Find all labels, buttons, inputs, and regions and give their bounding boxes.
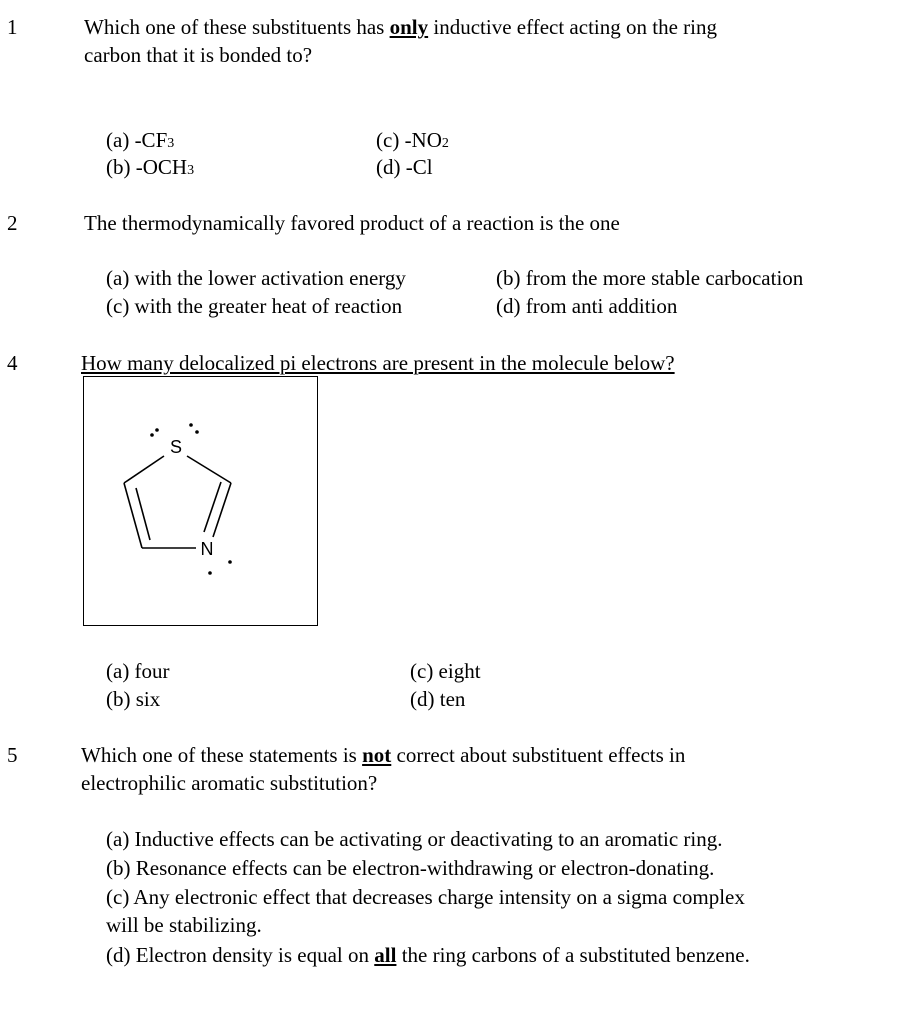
q2-option-b[interactable]: (b) from the more stable carbocation <box>496 266 804 290</box>
bond-c5-c4 <box>124 483 142 548</box>
question-number-5: 5 <box>7 743 18 767</box>
question-number-1: 1 <box>7 15 18 39</box>
question-5-text-line2: electrophilic aromatic substitution? <box>81 771 378 795</box>
q1-option-d[interactable]: (d) -Cl <box>376 155 433 179</box>
thiazole-structure <box>84 377 319 627</box>
lone-pair-dot <box>208 571 212 575</box>
bond-s-c5 <box>124 456 164 483</box>
q5-option-a[interactable]: (a) Inductive effects can be activating or deactivating to an aromatic ring. <box>106 827 723 851</box>
atom-s: S <box>169 437 183 457</box>
q2-option-d[interactable]: (d) from anti addition <box>496 294 678 318</box>
lone-pair-dot <box>189 423 193 427</box>
q4-option-c[interactable]: (c) eight <box>410 659 481 683</box>
emphasis-all: all <box>374 943 397 967</box>
lone-pair-dot <box>155 428 159 432</box>
bond-c2-n3-double <box>204 482 221 532</box>
bond-s-c2 <box>187 456 231 483</box>
q5-option-c[interactable]: (c) Any electronic effect that decreases charge intensity on a sigma complex <box>106 885 745 909</box>
q2-option-a[interactable]: (a) with the lower activation energy <box>106 266 406 290</box>
question-1-text: Which one of these substituents has only inductive effect acting on the ring <box>84 15 717 39</box>
question-1-text-line2: carbon that it is bonded to? <box>84 43 313 67</box>
lone-pair-dot <box>195 430 199 434</box>
molecule-box <box>83 376 318 626</box>
q5-option-c-line2: will be stabilizing. <box>106 913 262 937</box>
question-4-text: How many delocalized pi electrons are present in the molecule below? <box>81 351 675 375</box>
q1-option-c[interactable]: (c) -NO2 <box>376 128 449 152</box>
question-2-text: The thermodynamically favored product of a reaction is the one <box>84 211 620 235</box>
lone-pair-dot <box>150 433 154 437</box>
q1-option-a[interactable]: (a) -CF3 <box>106 128 175 152</box>
q5-option-b[interactable]: (b) Resonance effects can be electron-withdrawing or electron-donating. <box>106 856 715 880</box>
atom-n: N <box>200 539 214 559</box>
q4-option-d[interactable]: (d) ten <box>410 687 466 711</box>
lone-pair-dot <box>228 560 232 564</box>
q5-option-d[interactable]: (d) Electron density is equal on all the ring carbons of a substituted benzene. <box>106 943 750 967</box>
emphasis-not: not <box>362 743 392 767</box>
question-5-text: Which one of these statements is not correct about substituent effects in <box>81 743 686 767</box>
q1-option-b[interactable]: (b) -OCH3 <box>106 155 195 179</box>
emphasis-only: only <box>389 15 429 39</box>
q2-option-c[interactable]: (c) with the greater heat of reaction <box>106 294 403 318</box>
bond-c2-n3 <box>213 483 231 537</box>
question-number-2: 2 <box>7 211 18 235</box>
q4-option-b[interactable]: (b) six <box>106 687 161 711</box>
q4-option-a[interactable]: (a) four <box>106 659 170 683</box>
question-number-4: 4 <box>7 351 18 375</box>
